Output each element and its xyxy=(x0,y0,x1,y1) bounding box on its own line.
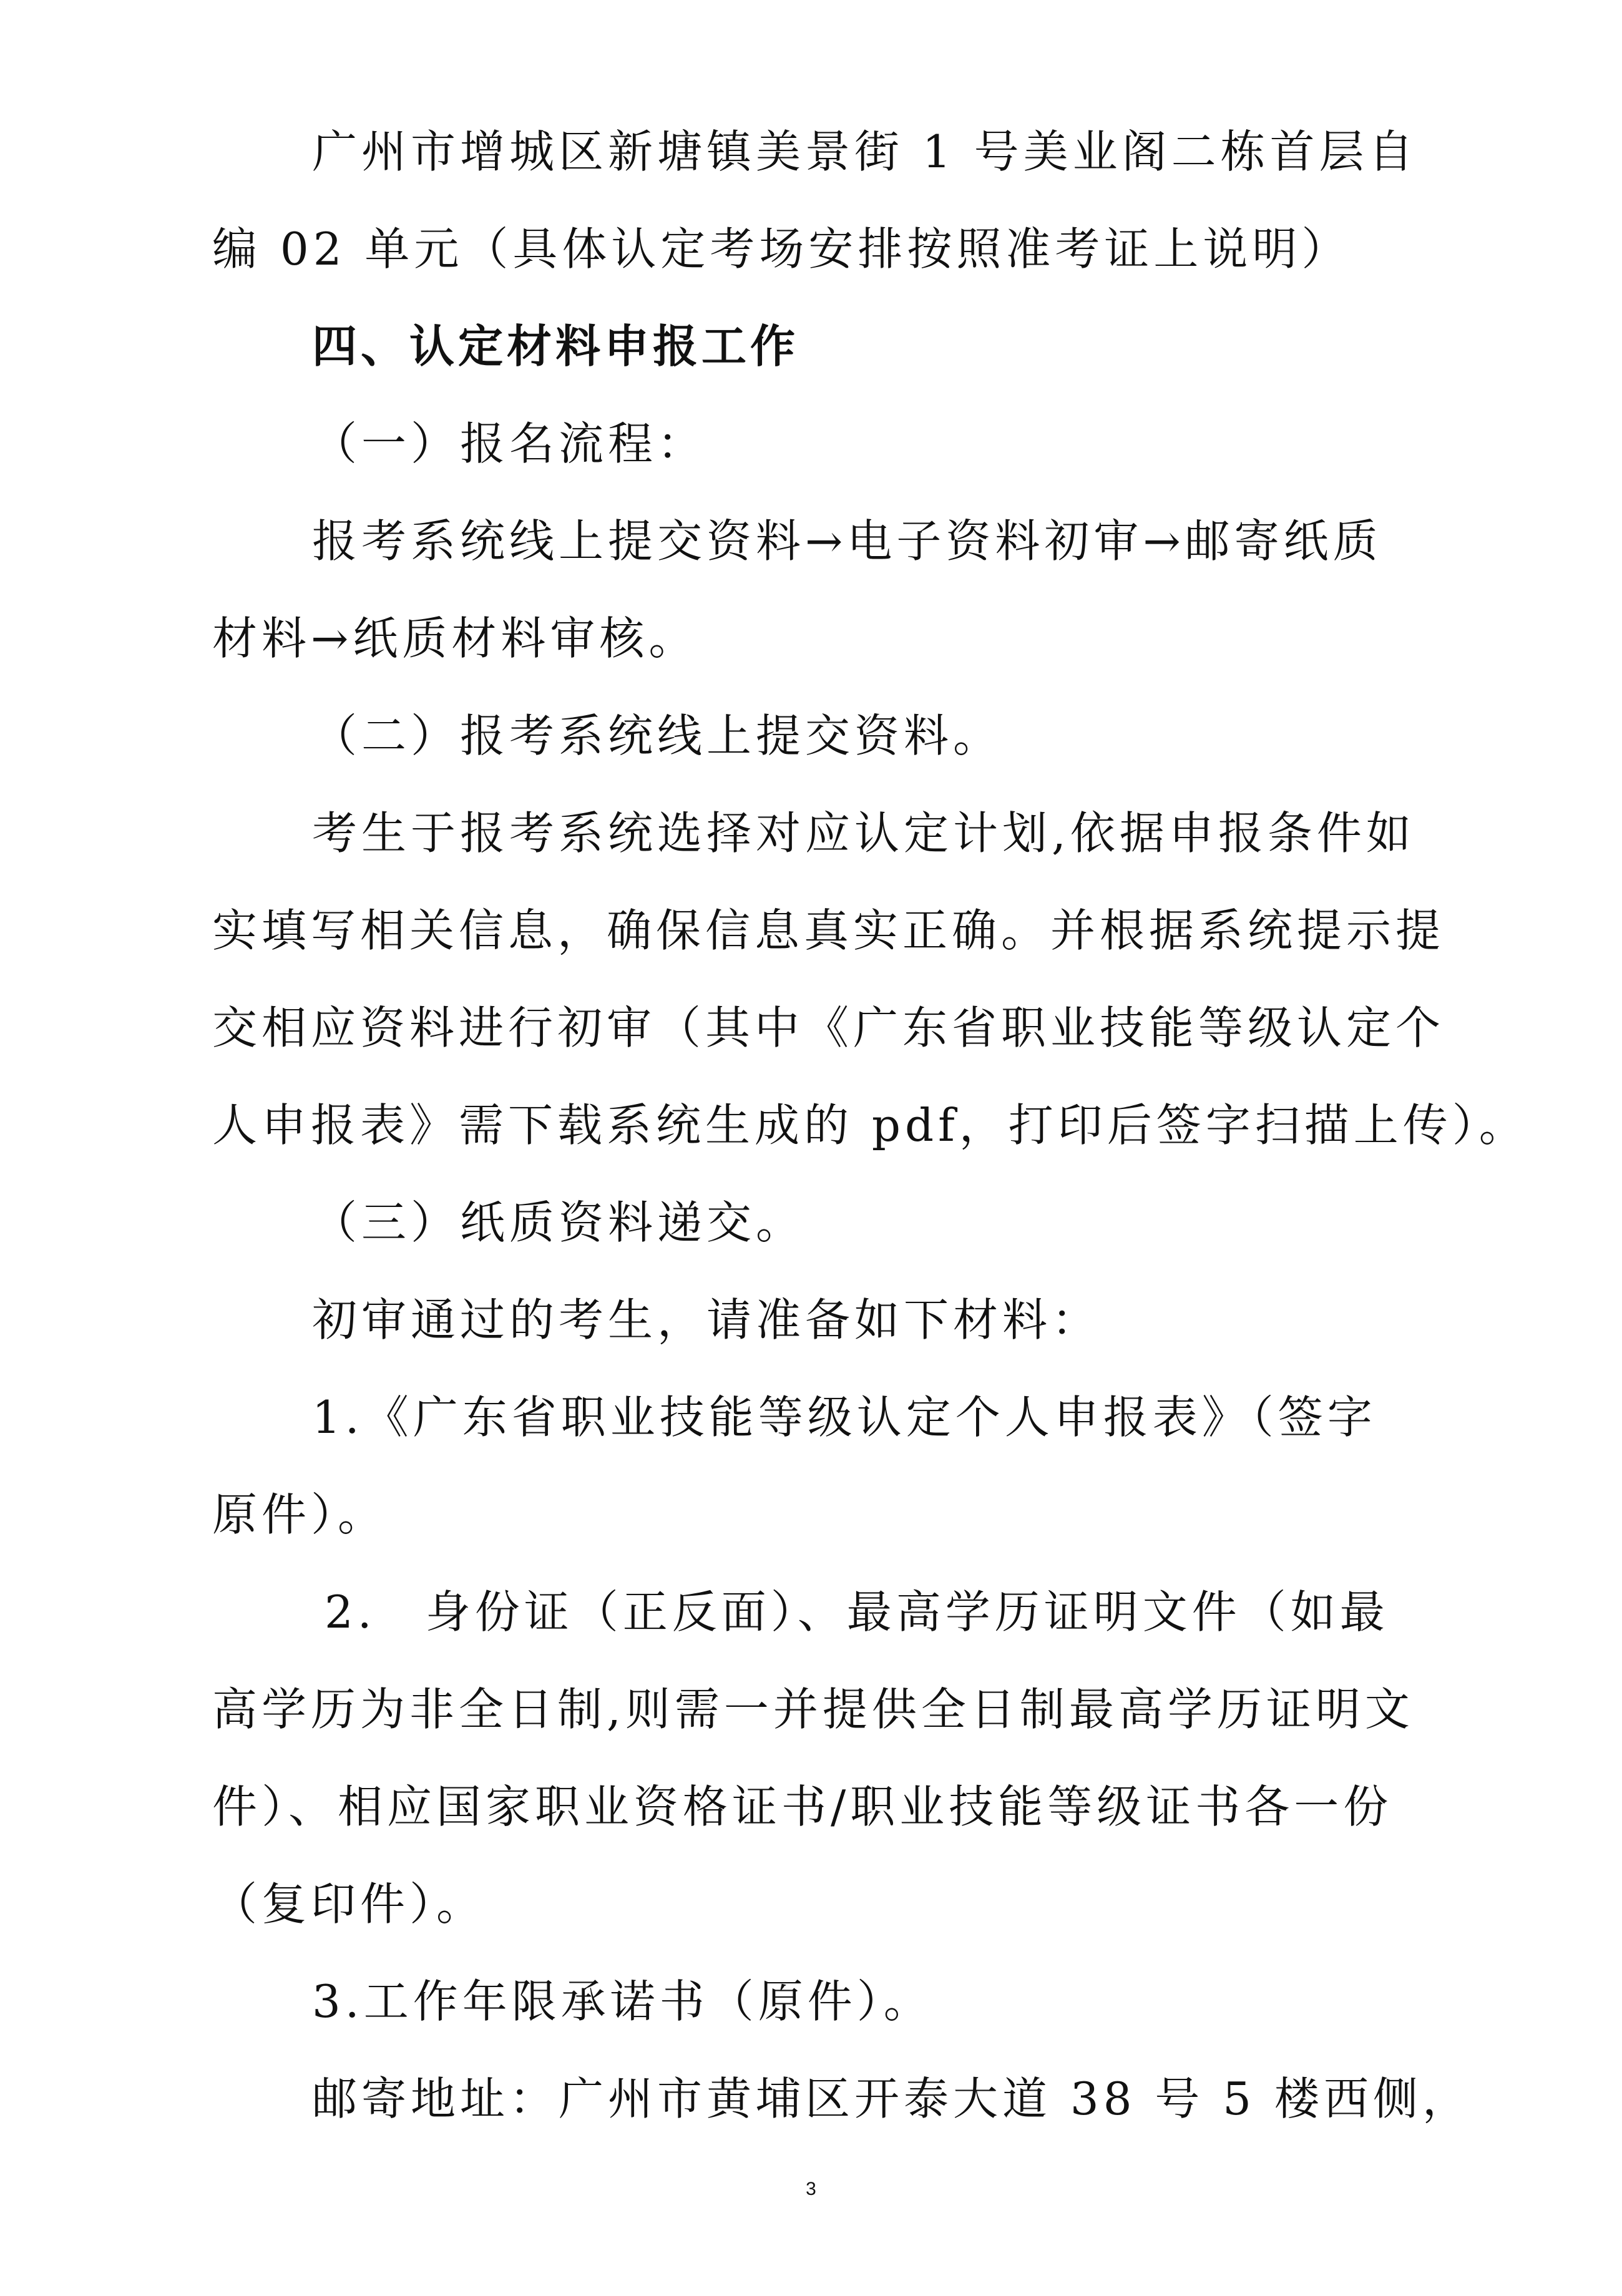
list-item-2-line-3: 件）、相应国家职业资格证书/职业技能等级证书各一份 xyxy=(212,1781,1393,1833)
subheading-paper-submission: （三）纸质资料递交。 xyxy=(312,1196,806,1249)
page-number: 3 xyxy=(806,2179,816,2199)
list-item-2-line-2: 高学历为非全日制,则需一并提供全日制最高学历证明文 xyxy=(212,1683,1414,1736)
paragraph-line-online-1: 考生于报考系统选择对应认定计划,依据申报条件如 xyxy=(312,807,1415,859)
subheading-online-submission: （二）报考系统线上提交资料。 xyxy=(312,710,1003,762)
paragraph-line-address-1: 广州市增城区新塘镇美景街 1 号美业阁二栋首层自 xyxy=(312,125,1418,178)
paragraph-line-online-3: 交相应资料进行初审（其中《广东省职业技能等级认定个 xyxy=(212,1002,1445,1054)
list-item-2-line-4: （复印件）。 xyxy=(212,1878,486,1930)
list-item-1-line-2: 原件）。 xyxy=(212,1488,388,1541)
list-item-2-line-1: 2. 身份证（正反面）、最高学历证明文件（如最 xyxy=(325,1586,1389,1638)
paragraph-line-online-2: 实填写相关信息，确保信息真实正确。并根据系统提示提 xyxy=(212,904,1445,957)
list-item-3: 3.工作年限承诺书（原件）。 xyxy=(312,1975,933,2028)
paragraph-line-online-4: 人申报表》需下载系统生成的 pdf，打印后签字扫描上传）。 xyxy=(212,1099,1528,1151)
paragraph-line-address-2: 编 02 单元（具体认定考场安排按照准考证上说明） xyxy=(212,223,1351,275)
paragraph-line-mailing-address: 邮寄地址：广州市黄埔区开泰大道 38 号 5 楼西侧， xyxy=(312,2073,1472,2125)
paragraph-line-materials-intro: 初审通过的考生，请准备如下材料： xyxy=(312,1294,1102,1346)
section-heading: 四、认定材料申报工作 xyxy=(312,320,799,373)
paragraph-line-process-1: 报考系统线上提交资料→电子资料初审→邮寄纸质 xyxy=(312,515,1382,567)
subheading-registration-process: （一）报名流程： xyxy=(312,418,707,470)
list-item-1-line-1: 1.《广东省职业技能等级认定个人申报表》（签字 xyxy=(312,1391,1377,1444)
paragraph-line-process-2: 材料→纸质材料审核。 xyxy=(212,612,698,665)
